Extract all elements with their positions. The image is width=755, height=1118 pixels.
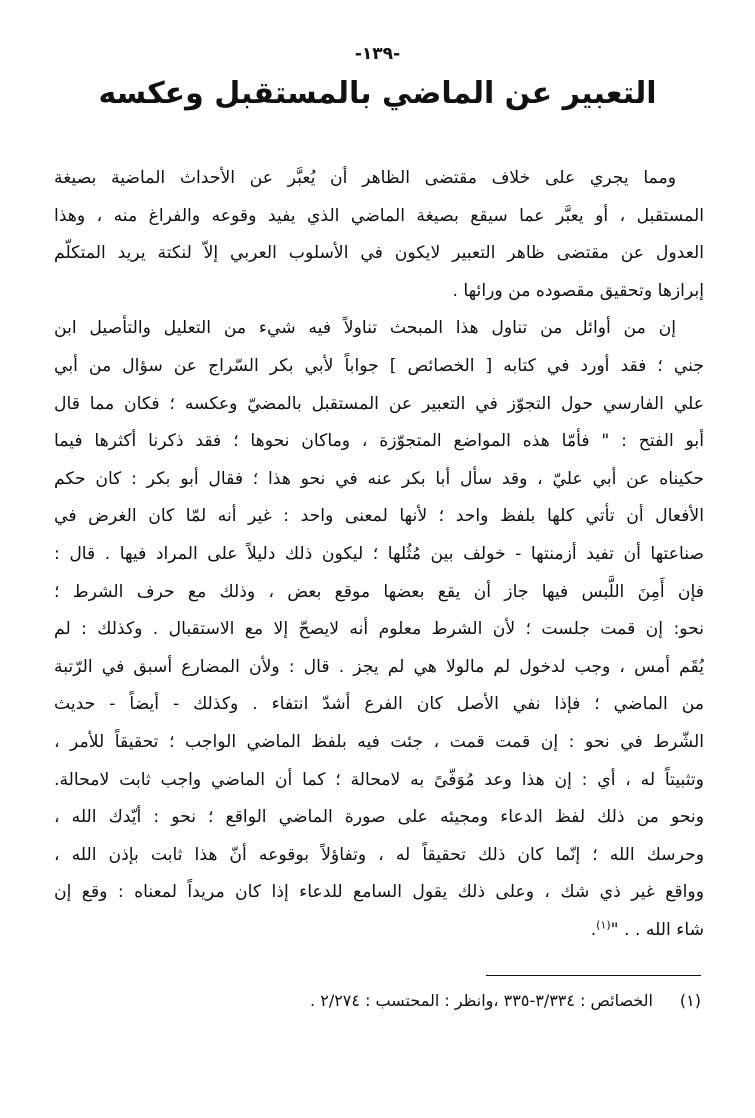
text-line-end: . [590,919,597,940]
footnote-number: (١) [679,991,701,1010]
footnote-divider [486,975,701,976]
body-text [54,160,704,949]
text-line-content: شاء الله . . " [610,919,704,940]
text-line: صناعتها أن تفيد أزمنتها - خولف بين مُثُلها ؛ ليكون ذلك دليلاً على المراد فيها . قال : [54,543,704,564]
text-line: فإن أَمِنَ اللَّبس فيها جاز أن يقع بعضها موقع بعض ، وذلك مع حرف الشرط ؛ [54,581,704,602]
text-line: الأفعال أن تأتي كلها بلفظ واحد ؛ لأنها لمعنى واحد : غير أنه لمّا كان الغرض في [54,506,704,527]
text-line: أبو الفتح : " فأمّا هذه المواضع المتجوّزة ، وماكان نحوها ؛ فقد ذكرنا أكثرها فيما [54,431,704,452]
text-line: المستقبل ، أو يعبَّر عما سيقع بصيغة الماضي الذي يفيد وقوعه والفراغ منه ، وهذا [54,205,704,226]
text-line: وحرسك الله ؛ إنّما كان ذلك تحقيقاً له ، وتفاؤلاً بوقوعه أنّ هذا ثابت بإذن الله ، [54,844,704,865]
footnote [51,988,701,1014]
text-line: جني ؛ فقد أورد في كتابه [ الخصائص ] جواباً لأبي بكر السّراج عن سؤال من أبي [54,355,704,376]
text-line: ومما يجري على خلاف مقتضى الظاهر أن يُعبَّر عن الأحداث الماضية بصيغة [54,168,676,188]
text-line: علي الفارسي حول التجوّز في التعبير عن المستقبل بالمضيّ وعكسه ؛ فكان مما قال [54,393,704,414]
footnote-reference[interactable]: (١) [596,918,611,932]
text-line: العدول عن مقتضى ظاهر التعبير لايكون في الأسلوب العربي إلاّ لنكتة يريد المتكلّم [54,243,704,264]
page-title: التعبير عن الماضي بالمستقبل وعكسه [98,76,657,111]
text-line: وواقع غير ذي شك ، وعلى ذلك يقول السامع للدعاء إذا كان مريداً لمعناه : وقع إن [54,882,704,903]
text-line-last [54,912,704,950]
footnote-text: الخصائص : ٣/٣٣٤-٣٣٥ ،وانظر : المحتسب : ٢/٢٧٤ . [310,991,653,1010]
page-number: -١٣٩- [354,44,401,64]
text-line: يُقَم أمس ، وجب لدخول لم مالولا هي لم يجز . قال : ولأن المضارع أسبق في الرّتبة [54,656,704,677]
text-line: الشّرط في نحو : إن قمت قمت ، جئت فيه بلفظ الماضي الواجب ؛ تحقيقاً للأمر ، [54,731,704,752]
text-line: وتثبيتاً له ، أي : إن هذا وعد مُوَفّىً به لامحالة ؛ كما أن الماضي واجب ثابت لامحالة. [54,769,704,790]
text-line: إن من أوائل من تناول هذا المبحث تناولاً فيه شيء من التعليل والتأصيل ابن [54,318,676,339]
text-line: من الماضي ؛ فإذا نفي الأصل كان الفرع أشدّ انتفاء . وكذلك - أيضاً - حديث [54,694,704,715]
text-line: حكيناه عن أبي عليّ ، وقد سأل أبا بكر عنه في نحو هذا ؛ فقال أبو بكر : كان حكم [54,468,704,489]
text-line: نحو: إن قمت جلست ؛ لأن الشرط معلوم أنه لايصحّ إلا مع الاستقبال . وكذلك : لم [54,619,704,640]
text-line: إبرازها وتحقيق مقصوده من ورائها . [452,280,704,301]
text-line: ونحو من ذلك لفظ الدعاء ومجيئه على صورة الماضي الواقع ؛ نحو : أيّدك الله ، [54,807,704,828]
